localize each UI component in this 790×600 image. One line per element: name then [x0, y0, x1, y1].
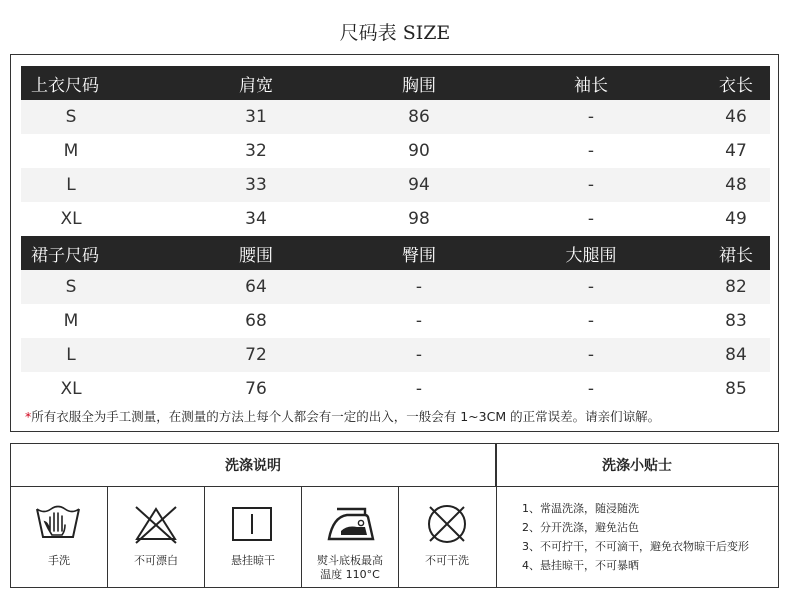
table-header: 上衣尺码: [31, 75, 99, 96]
hand-wash-icon: [34, 501, 82, 547]
care-label: 不可漂白: [134, 554, 178, 567]
divider: [496, 444, 497, 587]
table-cell: XL: [60, 379, 82, 399]
table-row: [21, 270, 770, 304]
table-cell: 68: [245, 311, 267, 331]
table-cell: 47: [725, 141, 747, 161]
table-cell: 48: [725, 175, 747, 195]
list-item: 2、分开洗涤，避免沾色: [522, 521, 639, 534]
care-label: [302, 554, 398, 582]
table-row: [21, 168, 770, 202]
table-cell: L: [66, 175, 76, 195]
table-cell: 46: [725, 107, 747, 127]
care-item: [205, 487, 302, 587]
care-instructions: [10, 443, 779, 588]
table-cell: 33: [245, 175, 267, 195]
table-cell: -: [587, 175, 595, 195]
list-item: 1、常温洗涤，随浸随洗: [522, 502, 639, 515]
table-row: [21, 338, 770, 372]
table-cell: -: [587, 141, 595, 161]
care-item: [11, 487, 108, 587]
table-cell: -: [415, 311, 423, 331]
table-cell: M: [63, 141, 79, 161]
table-header: 腰围: [239, 245, 273, 266]
table-cell: 86: [408, 107, 430, 127]
table-cell: 76: [245, 379, 267, 399]
table-row: [21, 100, 770, 134]
tips-title: 洗涤小贴士: [496, 444, 778, 487]
table-header: 裙子尺码: [31, 245, 99, 266]
care-item: [399, 487, 496, 587]
table-header: 袖长: [574, 75, 608, 96]
table-row: [21, 304, 770, 338]
note-text: 所有衣服全为手工测量，在测量的方法上每个人都会有一定的出入，一般会有 1~3CM 的正常误差。请亲们谅解。: [31, 409, 661, 424]
list-item: 3、不可拧干，不可滴干，避免衣物晾干后变形: [522, 540, 749, 553]
care-label-line2: 温度 110°C: [320, 568, 380, 581]
table-cell: -: [415, 277, 423, 297]
table-row: [21, 202, 770, 236]
hang-dry-icon: [228, 501, 276, 547]
no-bleach-icon: [131, 501, 181, 547]
table-cell: S: [65, 107, 77, 127]
table-cell: S: [65, 277, 77, 297]
skirt-header-row: [21, 236, 770, 270]
care-label: 不可干洗: [425, 554, 469, 567]
table-cell: -: [587, 379, 595, 399]
table-cell: -: [587, 277, 595, 297]
table-cell: -: [587, 209, 595, 229]
table-cell: 49: [725, 209, 747, 229]
table-header: 臀围: [402, 245, 436, 266]
table-cell: 83: [725, 311, 747, 331]
table-cell: -: [415, 345, 423, 365]
table-header: 大腿围: [565, 245, 617, 266]
care-item: [108, 487, 205, 587]
table-cell: 31: [245, 107, 267, 127]
table-cell: -: [415, 379, 423, 399]
care-label: 悬挂晾干: [231, 554, 275, 567]
table-header: 衣长: [719, 75, 753, 96]
no-dry-clean-icon: [422, 501, 472, 547]
table-cell: 84: [725, 345, 747, 365]
list-item: 4、悬挂晾干，不可暴晒: [522, 559, 639, 572]
table-cell: -: [587, 345, 595, 365]
table-cell: 64: [245, 277, 267, 297]
page-title: 尺码表 SIZE: [339, 22, 451, 44]
table-cell: L: [66, 345, 76, 365]
table-cell: XL: [60, 209, 82, 229]
table-cell: -: [587, 311, 595, 331]
care-label: 手洗: [48, 554, 70, 567]
tips-list: [522, 499, 749, 575]
care-item: [302, 487, 399, 587]
size-chart: [10, 54, 779, 432]
table-cell: 82: [725, 277, 747, 297]
table-cell: 32: [245, 141, 267, 161]
table-header: 裙长: [719, 245, 753, 266]
table-cell: 34: [245, 209, 267, 229]
top-header-row: [21, 66, 770, 100]
care-label-line1: 熨斗底板最高: [317, 554, 383, 567]
table-header: 肩宽: [239, 75, 273, 96]
table-cell: -: [587, 107, 595, 127]
table-cell: 85: [725, 379, 747, 399]
table-header: 胸围: [402, 75, 436, 96]
table-cell: 94: [408, 175, 430, 195]
note-star: *: [25, 409, 32, 424]
iron-icon: [325, 501, 377, 547]
care-icons: [11, 487, 496, 587]
table-row: [21, 134, 770, 168]
care-title: 洗涤说明: [11, 444, 496, 487]
size-table: [21, 66, 770, 406]
table-cell: 98: [408, 209, 430, 229]
table-cell: 90: [408, 141, 430, 161]
table-cell: 72: [245, 345, 267, 365]
table-cell: M: [63, 311, 79, 331]
table-row: [21, 372, 770, 406]
measurement-note: [25, 407, 660, 425]
